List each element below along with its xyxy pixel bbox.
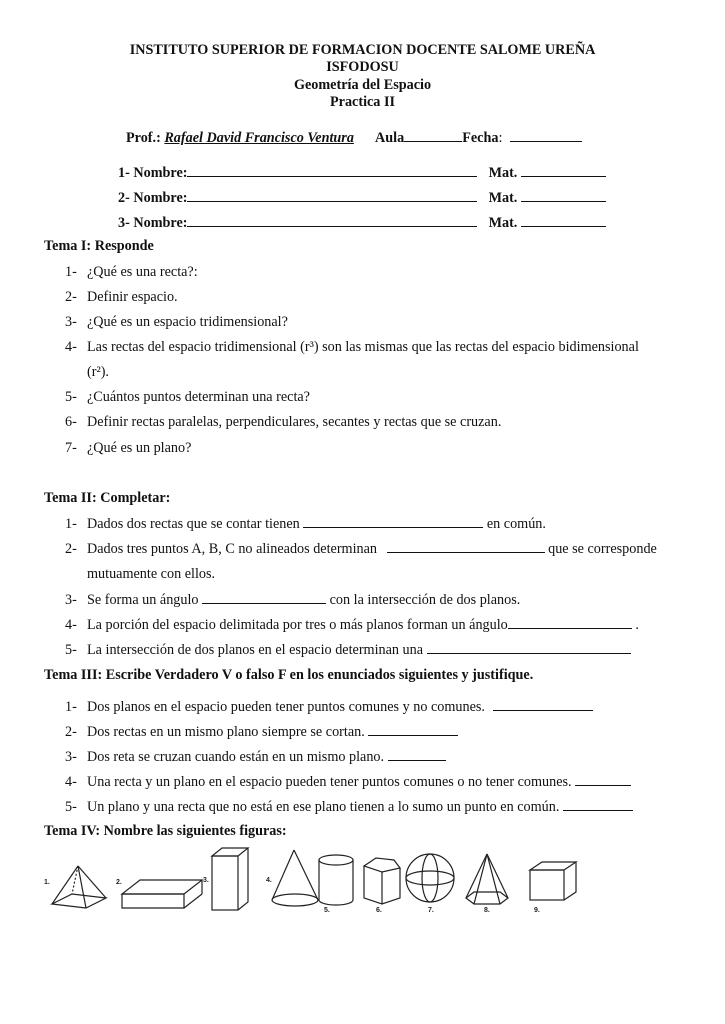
item-text-after: en común. bbox=[486, 516, 546, 532]
answer-blank[interactable] bbox=[202, 590, 326, 604]
prof-name: Rafael David Francisco Ventura bbox=[164, 130, 354, 146]
tema2-item-4 bbox=[65, 615, 639, 634]
item-number: 3- bbox=[65, 314, 77, 330]
answer-blank[interactable] bbox=[427, 640, 631, 654]
item-number: 5- bbox=[65, 642, 77, 658]
item-number: 2- bbox=[65, 724, 77, 740]
item-text: Una recta y un plano en el espacio pueden tener puntos comunes o no tener comunes. bbox=[87, 774, 572, 790]
tema1-item-1 bbox=[65, 263, 198, 281]
tema2-item-5 bbox=[65, 640, 631, 659]
item-text: Se forma un ángulo bbox=[87, 592, 199, 608]
figure-number: 8. bbox=[484, 907, 490, 914]
student-name-label: 1- Nombre: bbox=[118, 165, 188, 181]
item-number: 4- bbox=[65, 774, 77, 790]
item-text: Las rectas del espacio tridimensional (r³) son las mismas que las rectas del espacio bidimensional bbox=[87, 339, 639, 355]
figure-number: 1. bbox=[44, 879, 50, 886]
item-text-after: . bbox=[635, 617, 639, 633]
student-name-blank[interactable] bbox=[187, 163, 477, 177]
student-mat-label: Mat. bbox=[488, 190, 518, 206]
tema1-title: Tema I: Responde bbox=[44, 238, 154, 254]
item-number: 1- bbox=[65, 516, 77, 532]
item-text-after: que se corresponde bbox=[548, 541, 657, 557]
aula-blank[interactable] bbox=[404, 128, 462, 142]
fecha-label: Fecha bbox=[462, 130, 499, 146]
answer-blank[interactable] bbox=[563, 797, 633, 811]
subject-title: Geometría del Espacio bbox=[293, 77, 432, 93]
student-mat-blank[interactable] bbox=[521, 188, 606, 202]
item-number: 1- bbox=[65, 264, 77, 280]
tema1-item-3 bbox=[65, 313, 288, 331]
answer-blank[interactable] bbox=[493, 697, 593, 711]
geometric-figures bbox=[42, 842, 592, 914]
item-number: 7- bbox=[65, 440, 77, 456]
item-text: ¿Qué es un plano? bbox=[87, 440, 192, 456]
figure-number: 9. bbox=[534, 907, 540, 914]
tema3-title: Tema III: Escribe Verdadero V o falso F en los enunciados siguientes y justifique. bbox=[44, 667, 534, 683]
institution-abbreviation: ISFODOSU bbox=[326, 59, 399, 75]
fecha-colon: : bbox=[498, 130, 503, 146]
tema2-item-2-continuation: mutuamente con ellos. bbox=[87, 566, 216, 582]
item-text: ¿Qué es un espacio tridimensional? bbox=[87, 314, 288, 330]
item-number: 5- bbox=[65, 389, 77, 405]
item-number: 4- bbox=[65, 617, 77, 633]
figure-4-cone bbox=[266, 850, 318, 906]
figure-number: 2. bbox=[116, 879, 122, 886]
tema3-item-2 bbox=[65, 722, 458, 741]
answer-blank[interactable] bbox=[575, 772, 631, 786]
figure-6-pentagonal-prism bbox=[364, 858, 400, 914]
item-number: 2- bbox=[65, 541, 77, 557]
figure-7-sphere bbox=[406, 854, 454, 914]
tema2-title: Tema II: Completar: bbox=[44, 490, 171, 506]
item-number: 4- bbox=[65, 339, 77, 355]
item-text: Dos reta se cruzan cuando están en un mismo plano. bbox=[87, 749, 385, 765]
aula-label: Aula bbox=[375, 130, 405, 146]
item-text: Dados tres puntos A, B, C no alineados determinan bbox=[87, 541, 378, 557]
item-number: 3- bbox=[65, 592, 77, 608]
item-text: La porción del espacio delimitada por tres o más planos forman un ángulo bbox=[87, 617, 508, 633]
figure-number: 3. bbox=[203, 877, 209, 884]
item-number: 6- bbox=[65, 414, 77, 430]
item-number: 1- bbox=[65, 699, 77, 715]
item-number: 2- bbox=[65, 289, 77, 305]
student-name-blank[interactable] bbox=[187, 213, 477, 227]
tema2-item-3 bbox=[65, 590, 520, 609]
item-text: ¿Qué es una recta?: bbox=[87, 264, 198, 280]
tema3-item-3 bbox=[65, 747, 446, 766]
answer-blank[interactable] bbox=[508, 615, 632, 629]
tema1-item-4 bbox=[65, 338, 639, 356]
student-name-label: 2- Nombre: bbox=[118, 190, 188, 206]
practice-title: Practica II bbox=[329, 94, 395, 110]
tema3-item-4 bbox=[65, 772, 631, 791]
professor-line bbox=[126, 128, 582, 147]
fecha-blank[interactable] bbox=[510, 128, 582, 142]
item-text: Definir rectas paralelas, perpendiculares, secantes y rectas que se cruzan. bbox=[87, 414, 502, 430]
answer-blank[interactable] bbox=[387, 539, 545, 553]
tema1-item-4-continuation: (r²). bbox=[87, 364, 109, 380]
figure-number: 6. bbox=[376, 907, 382, 914]
item-number: 5- bbox=[65, 799, 77, 815]
student-mat-blank[interactable] bbox=[521, 163, 606, 177]
student-mat-label: Mat. bbox=[488, 165, 518, 181]
figure-3-rectangular-prism bbox=[203, 848, 248, 910]
tema1-item-7 bbox=[65, 439, 191, 457]
student-name-blank[interactable] bbox=[187, 188, 477, 202]
item-text-after: con la intersección de dos planos. bbox=[329, 592, 521, 608]
student-row-1 bbox=[118, 163, 606, 182]
student-row-2 bbox=[118, 188, 606, 207]
answer-blank[interactable] bbox=[388, 747, 446, 761]
student-name-label: 3- Nombre: bbox=[118, 215, 188, 231]
item-text: Dos rectas en un mismo plano siempre se cortan. bbox=[87, 724, 365, 740]
tema2-item-1 bbox=[65, 514, 546, 533]
student-mat-blank[interactable] bbox=[521, 213, 606, 227]
tema1-item-6 bbox=[65, 413, 501, 431]
figure-1-pyramid bbox=[44, 866, 106, 908]
item-text: Dos planos en el espacio pueden tener puntos comunes y no comunes. bbox=[87, 699, 485, 715]
prof-label: Prof.: bbox=[126, 130, 161, 146]
item-text: La intersección de dos planos en el espacio determinan una bbox=[87, 642, 424, 658]
student-row-3 bbox=[118, 213, 606, 232]
item-text: Definir espacio. bbox=[87, 289, 178, 305]
institution-title: INSTITUTO SUPERIOR DE FORMACION DOCENTE SALOME UREÑA bbox=[129, 42, 596, 58]
figure-number: 4. bbox=[266, 877, 272, 884]
tema3-item-5 bbox=[65, 797, 633, 816]
tema4-title: Tema IV: Nombre las siguientes figuras: bbox=[44, 823, 287, 839]
figure-9-cube bbox=[530, 862, 576, 914]
tema3-item-1 bbox=[65, 697, 593, 716]
figure-8-hexagonal-pyramid bbox=[466, 854, 508, 914]
figure-number: 5. bbox=[324, 907, 330, 914]
item-text: Un plano y una recta que no está en ese plano tienen a lo sumo un punto en común. bbox=[87, 799, 560, 815]
figure-number: 7. bbox=[428, 907, 434, 914]
item-number: 3- bbox=[65, 749, 77, 765]
answer-blank[interactable] bbox=[368, 722, 458, 736]
tema1-item-5 bbox=[65, 388, 310, 406]
student-mat-label: Mat. bbox=[488, 215, 518, 231]
item-text: ¿Cuántos puntos determinan una recta? bbox=[87, 389, 310, 405]
figure-5-cylinder bbox=[319, 855, 353, 914]
answer-blank[interactable] bbox=[303, 514, 483, 528]
tema1-item-2 bbox=[65, 288, 178, 306]
tema2-item-2 bbox=[65, 539, 657, 558]
item-text: Dados dos rectas que se contar tienen bbox=[87, 516, 300, 532]
figure-2-prism bbox=[116, 879, 202, 908]
